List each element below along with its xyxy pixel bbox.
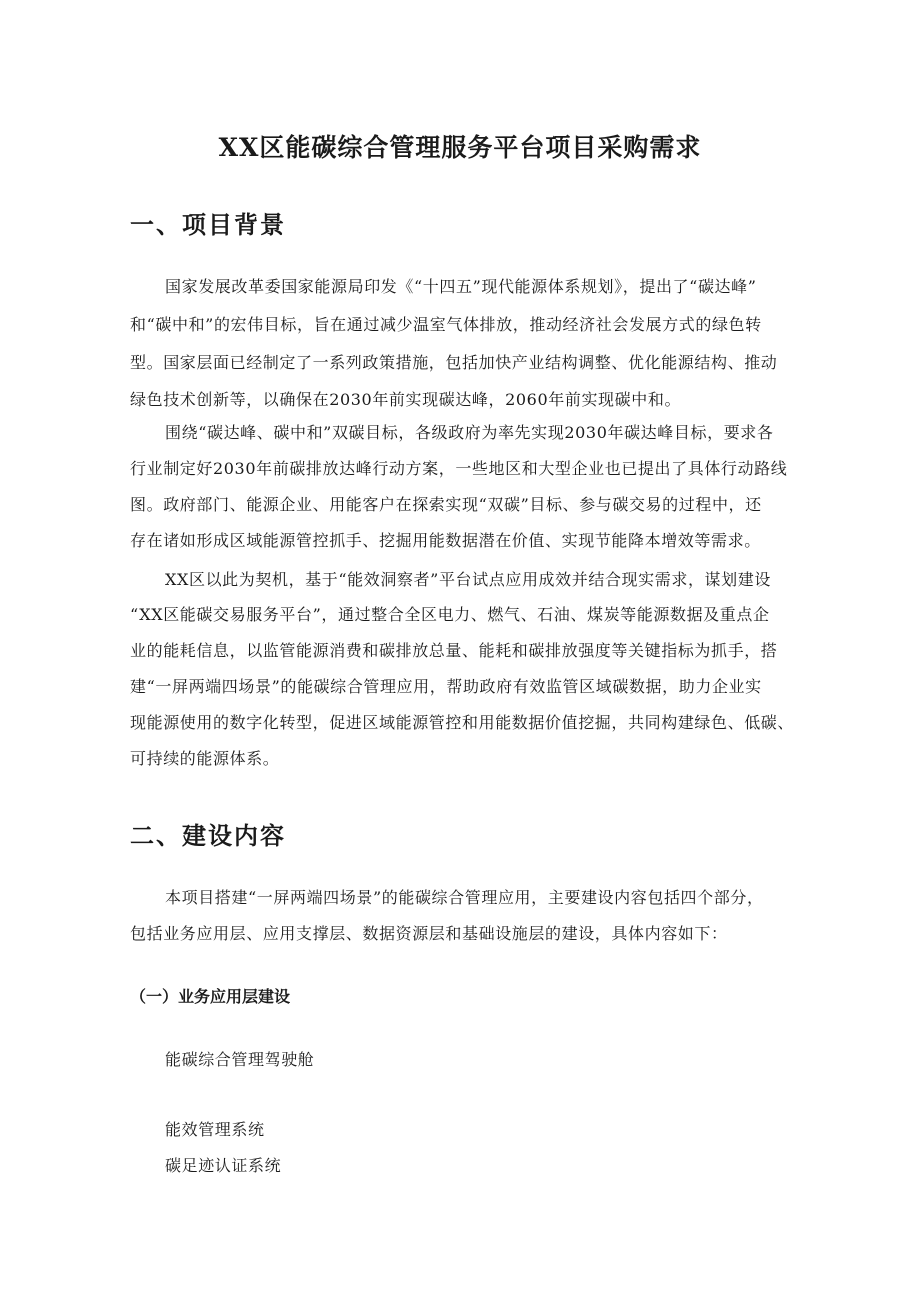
text-line: 图。政府部门、能源企业、用能客户在探索实现“双碳”目标、参与碳交易的过程中，还 [130, 495, 762, 514]
list-item: 能效管理系统 [165, 1120, 265, 1139]
text-line: “XX区能碳交易服务平台”，通过整合全区电力、燃气、石油、煤炭等能源数据及重点企 [130, 605, 770, 624]
section-heading-construction: 二、建设内容 [130, 821, 286, 850]
text-line: 包括业务应用层、应用支撑层、数据资源层和基础设施层的建设，具体内容如下： [130, 924, 728, 943]
text-line: 围绕“碳达峰、碳中和”双碳目标，各级政府为率先实现2030年碳达峰目标，要求各 [165, 423, 774, 442]
text-line: 本项目搭建“一屏两端四场景”的能碳综合管理应用，主要建设内容包括四个部分， [165, 888, 764, 907]
text-line: 型。国家层面已经制定了一系列政策措施，包括加快产业结构调整、优化能源结构、推动 [130, 353, 778, 372]
text-line: 业的能耗信息，以监管能源消费和碳排放总量、能耗和碳排放强度等关键指标为抓手，搭 [130, 641, 778, 660]
subsection-heading: （一）业务应用层建设 [130, 987, 291, 1006]
list-item: 能碳综合管理驾驶舱 [165, 1050, 315, 1069]
text-line: 行业制定好2030年前碳排放达峰行动方案，一些地区和大型企业也已提出了具体行动路线 [130, 459, 788, 478]
section-heading-background: 一、项目背景 [130, 210, 286, 239]
document-title: XX区能碳综合管理服务平台项目采购需求 [218, 133, 702, 162]
text-line: 现能源使用的数字化转型，促进区域能源管控和用能数据价值挖掘，共同构建绿色、低碳、 [130, 713, 795, 732]
text-line: 建“一屏两端四场景”的能碳综合管理应用，帮助政府有效监管区域碳数据，助力企业实 [130, 677, 762, 696]
text-line: XX区以此为契机，基于“能效洞察者”平台试点应用成效并结合现实需求，谋划建设 [165, 570, 771, 589]
text-line: 和“碳中和”的宏伟目标，旨在通过减少温室气体排放，推动经济社会发展方式的绿色转 [130, 315, 762, 334]
text-line: 绿色技术创新等，以确保在2030年前实现碳达峰，2060年前实现碳中和。 [130, 390, 682, 409]
text-line: 存在诸如形成区域能源管控抓手、挖掘用能数据潜在价值、实现节能降本增效等需求。 [130, 531, 761, 550]
text-line: 国家发展改革委国家能源局印发《“十四五”现代能源体系规划》，提出了“碳达峰” [165, 277, 757, 296]
text-line: 可持续的能源体系。 [130, 749, 280, 768]
list-item: 碳足迹认证系统 [165, 1156, 282, 1175]
